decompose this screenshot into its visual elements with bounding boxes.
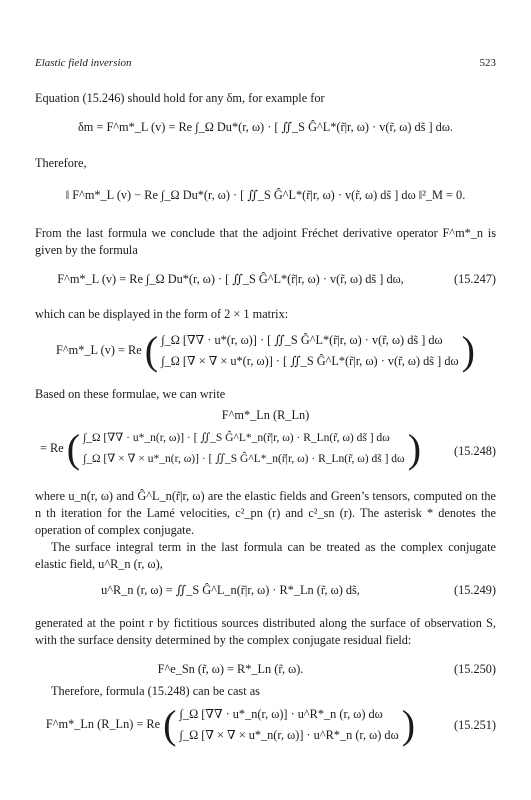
equation-15-250-body: F^e_Sn (r̃, ω) = R*_Ln (r̃, ω). (157, 662, 304, 676)
equation-number: (15.249) (453, 583, 496, 597)
right-paren: ) (461, 328, 475, 373)
equation-b-body: ‖ F^m*_L (v) − Re ∫_Ω Du*(r, ω) · [ ∬_S Ĝ^L*(r̃|r, ω) · v(r̃, ω) ds̃ ] dω ‖²_M = 0. (65, 188, 466, 202)
left-paren: ( (144, 328, 159, 373)
paragraph-2: From the last formula we conclude that the adjoint Fréchet derivative operator F^m*_n is given by the formula (35, 226, 496, 257)
equation-number: (15.251) (453, 718, 496, 732)
paragraph-1: Equation (15.246) should hold for any δm, for example for (35, 91, 325, 105)
matrix-1-row-1: ∫_Ω [∇∇ · u*(r, ω)] · [ ∬_S Ĝ^L*(r̃|r, ω) · v(r̃, ω) ds̃ ] dω (161, 333, 443, 347)
matrix-251-row-1: ∫_Ω [∇∇ · u*_n(r, ω)] · u^R*_n (r, ω) dω (179, 707, 383, 721)
matrix-1-lhs: F^m*_L (v) = Re (56, 342, 142, 357)
equation-number: (15.247) (453, 272, 496, 286)
equation-15-248-body (35, 428, 426, 470)
equation-15-251 (35, 704, 496, 752)
matrix-251-row-2: ∫_Ω [∇ × ∇ × u*_n(r, ω)] · u^R*_n (r, ω) dω (179, 728, 399, 742)
left-paren: ( (66, 426, 81, 471)
matrix-248-rows (83, 428, 405, 470)
paragraph-8: Therefore, formula (15.248) can be cast as (51, 684, 260, 698)
paragraph-3: which can be displayed in the form of 2 × 1 matrix: (35, 307, 289, 321)
matrix-1-row-2: ∫_Ω [∇ × ∇ × u*(r, ω)] · [ ∬_S Ĝ^L*(r̃|r, ω) · v(r̃, ω) ds̃ ] dω (161, 354, 459, 368)
equation-number: (15.250) (453, 662, 496, 676)
equation-15-251-body (35, 704, 426, 746)
book-page (35, 0, 496, 800)
paragraph-6: The surface integral term in the last formula can be treated as the complex conjugate elastic field, u^R_n (r, ω), (35, 540, 496, 571)
paragraph-therefore-1: Therefore, (35, 156, 87, 170)
equation-15-251-lhs: F^m*_Ln (R_Ln) = Re (45, 716, 161, 731)
paragraph-5: where u_n(r, ω) and Ĝ^L_n(r̃|r, ω) are the elastic fields and Green’s tensors, computed on the n th iteration for the Lamé velocities, c²_pn (r) and c²_sn (r). The asterisk * denotes the operation of complex conjugate. (35, 489, 496, 537)
right-paren: ) (401, 702, 416, 747)
running-header (35, 57, 496, 71)
right-paren: ) (407, 426, 422, 471)
equation-matrix-1-body (35, 330, 496, 372)
equation-15-248-lhs: = Re (39, 440, 64, 455)
equation-15-249-body: u^R_n (r, ω) = ∬_S Ĝ^L_n(r̃|r, ω) · R*_Ln (r̃, ω) ds̃, (101, 583, 360, 597)
equation-a-body: δm = F^m*_L (v) = Re ∫_Ω Du*(r, ω) · [ ∬_S Ĝ^L*(r̃|r, ω) · v(r̃, ω) ds̃ ] dω. (78, 120, 453, 134)
matrix-248-row-2: ∫_Ω [∇ × ∇ × u*_n(r, ω)] · [ ∬_S Ĝ^L*_n(r̃|r, ω) · R_Ln(r̃, ω) ds̃ ] dω (83, 453, 405, 465)
paragraph-4: Based on these formulae, we can write (35, 387, 226, 401)
left-paren: ( (163, 702, 177, 747)
equation-15-248-top-body: F^m*_Ln (R_Ln) (221, 408, 310, 422)
matrix-251-rows (180, 704, 399, 746)
equation-15-248 (35, 428, 496, 478)
matrix-248-row-1: ∫_Ω [∇∇ · u*_n(r, ω)] · [ ∬_S Ĝ^L*_n(r̃|r, ω) · R_Ln(r̃, ω) ds̃ ] dω (83, 432, 390, 444)
paragraph-7: generated at the point r by fictitious sources distributed along the surface of observation S, with the surface density determined by the complex conjugate residual field: (35, 616, 496, 647)
header-title: Elastic field inversion (35, 57, 132, 69)
equation-15-247-body: F^m*_L (v) = Re ∫_Ω Du*(r, ω) · [ ∬_S Ĝ^L*(r̃|r, ω) · v(r̃, ω) ds̃ ] dω, (57, 272, 404, 286)
page-number: 523 (479, 57, 496, 69)
equation-number: (15.248) (453, 444, 496, 458)
equation-matrix-1 (35, 330, 496, 380)
matrix-1-rows (161, 330, 458, 372)
